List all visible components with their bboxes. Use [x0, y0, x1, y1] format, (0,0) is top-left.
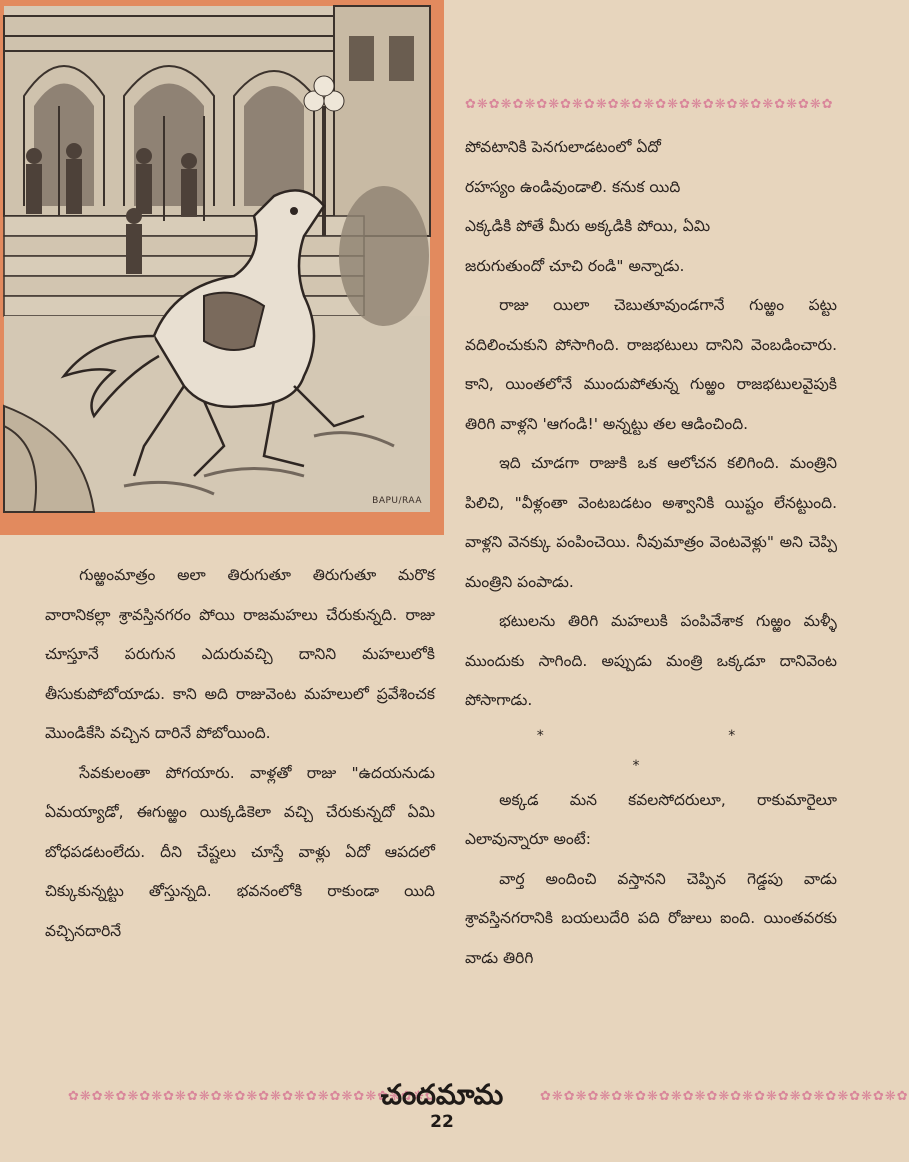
right-col-paragraph-2: ఇది చూడగా రాజుకి ఒక ఆలోచన కలిగింది. మంత్రిని పిలిచి, "వీళ్లంతా వెంటబడటం అశ్వానికి యిష్టం లేనట్టుంది. వాళ్లని వెనక్కు పంపించెయి. నీవుమాత్రం వెంటవెళ్లు" అని చెప్పి మంత్రిని పంపాడు. [465, 454, 837, 591]
right-col-paragraph-3: భటులను తిరిగి మహలుకి పంపివేశాక గుఱ్ఱం మళ్ళీ ముందుకు సాగింది. అప్పుడు మంత్రి ఒక్కడూ దానివెంట పోసాగాడు. [465, 612, 837, 709]
page-number: 22 [430, 1112, 454, 1132]
left-col-paragraph-2: సేవకులంతా పోగయారు. వాళ్లతో రాజు "ఉదయనుడు ఏమయ్యాడో, ఈగుఱ్ఱం యిక్కడికెలా వచ్చి చేరుకున్నదో ఏమి బోధపడటంలేదు. దీని చేష్టలు చూస్తే వాళ్లు ఏదో ఆపదలో చిక్కుకున్నట్టు తోస్తున్నది. భవనంలోకి రాకుండా యిది వచ్చినదారినే [45, 763, 435, 940]
page-footer [0, 1078, 909, 1138]
magazine-name: చందమామ [380, 1078, 504, 1111]
footer-ornament-right: ✿❋✿❋✿❋✿❋✿❋✿❋✿❋✿❋✿❋✿❋✿❋✿❋✿❋✿❋✿❋✿ [540, 1089, 909, 1104]
right-col-paragraph-1: రాజు యిలా చెబుతూవుండగానే గుఱ్ఱం పట్టు వదిలించుకుని పోసాగింది. రాజభటులు దానిని వెంబడించారు. కాని, యింతలోనే ముందుపోతున్న గుఱ్ఱం రాజభటులవైపుకి తిరిగి వాళ్లని 'ఆగండి!' అన్నట్టు తల ఆడించింది. [465, 296, 837, 433]
horse-palace-illustration [4, 6, 430, 512]
right-col-paragraph-4: అక్కడ మన కవలసోదరులూ, రాకుమారైలూ ఎలావున్నారూ అంటే: [465, 790, 837, 848]
right-col-line-2: రహస్యం ఉండివుండాలి. కనుక యిది [465, 177, 681, 196]
illustration-drawing [4, 6, 430, 512]
right-col-line-3: ఎక్కడికి పోతే మీరు అక్కడికి పోయి, ఏమి [465, 217, 711, 235]
ornament-band-top: ✿❋✿❋✿❋✿❋✿❋✿❋✿❋✿❋✿❋✿❋✿❋✿❋✿❋✿❋✿❋✿ [465, 97, 834, 112]
artist-signature: BAPU/RAA [372, 496, 422, 506]
right-col-paragraph-5: వార్త అందించి వస్తానని చెప్పిన గెడ్డపు వాడు శ్రావస్తినగరానికి బయలుదేరి పది రోజులు ఐంది. యింతవరకు వాడు తిరిగి [465, 869, 837, 967]
right-text-column [465, 128, 837, 978]
footer-ornament-left: ✿❋✿❋✿❋✿❋✿❋✿❋✿❋✿❋✿❋✿❋✿❋✿❋✿❋✿❋✿❋✿ [68, 1089, 437, 1104]
left-col-paragraph-1: గుఱ్ఱంమాత్రం అలా తిరుగుతూ తిరుగుతూ మరొక వారానికల్లా శ్రావస్తినగరం పోయి రాజమహలు చేరుకున్నది. రాజు చూస్తూనే పరుగున ఎదురువచ్చి దానిని మహలులోకి తీసుకుపోబోయాడు. కాని అది రాజువెంట మహలులో ప్రవేశించక మొండికేసి వచ్చిన దారినే పోబోయింది. [45, 566, 435, 742]
section-break: * * * [536, 727, 826, 774]
illustration-frame [0, 0, 444, 535]
left-text-column [45, 556, 435, 951]
right-col-line-1: పోవటానికి పెనగులాడటంలో ఏదో [465, 138, 661, 156]
right-col-line-4: జరుగుతుందో చూచి రండి" అన్నాడు. [465, 256, 685, 275]
